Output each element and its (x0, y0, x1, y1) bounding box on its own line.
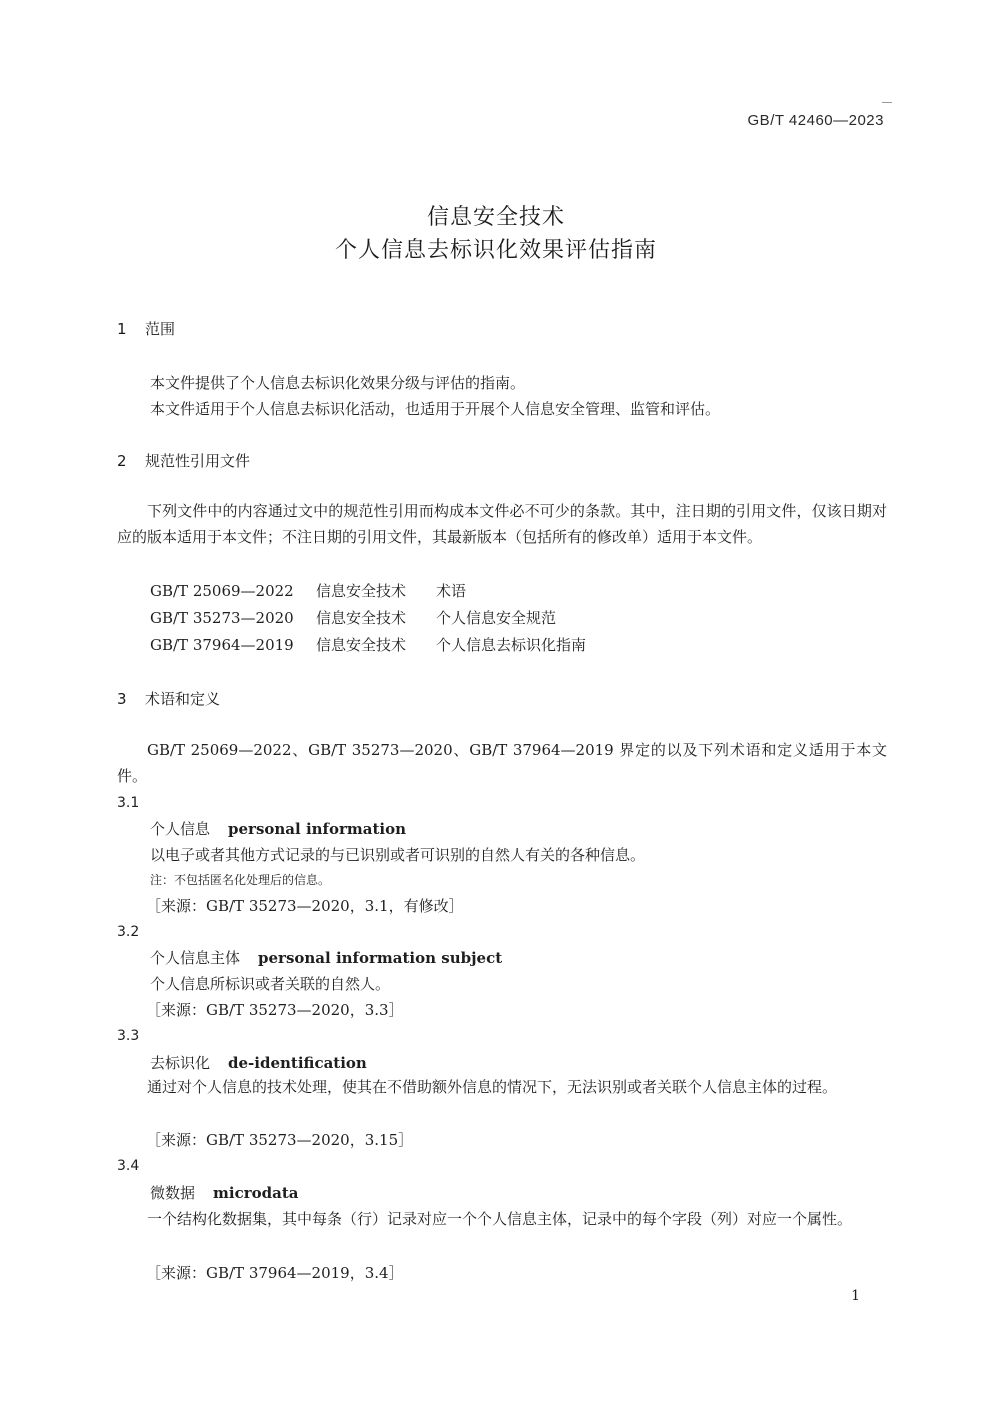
reference-title-part-b: 个人信息去标识化指南 (436, 636, 587, 654)
term-definition: 个人信息所标识或者关联的自然人。 (150, 975, 391, 993)
term-definition: 通过对个人信息的技术处理，使其在不借助额外信息的情况下，无法识别或者关联个人信息主体的过程。 (147, 1078, 838, 1096)
standard-code: GB/T 42460—2023 (747, 112, 884, 129)
term-zh: 个人信息 (150, 820, 211, 838)
reference-title-part-b: 个人信息安全规范 (436, 609, 557, 627)
term-number: 3.4 (117, 1158, 140, 1174)
reference-title-part-a: 信息安全技术 (316, 609, 407, 627)
term-heading (150, 947, 502, 968)
normative-references-intro: 下列文件中的内容通过文中的规范性引用而构成本文件必不可少的条款。其中，注日期的引用文件，仅该日期对应的版本适用于本文件；不注日期的引用文件，其最新版本（包括所有的修改单）适用于本文件。 (117, 502, 887, 546)
term-en: microdata (213, 1184, 299, 1202)
term-zh: 微数据 (150, 1184, 196, 1202)
reference-title-part-a: 信息安全技术 (316, 636, 407, 654)
reference-title-part-a: 信息安全技术 (316, 582, 407, 600)
term-definition: 以电子或者其他方式记录的与已识别或者可识别的自然人有关的各种信息。 (150, 846, 646, 864)
reference-row (150, 607, 556, 628)
term-heading (150, 1052, 367, 1073)
term-number: 3.2 (117, 924, 140, 940)
term-en: de-identification (228, 1054, 367, 1072)
reference-code: GB/T 35273—2020 (150, 609, 294, 627)
term-source: ［来源：GB/T 37964—2019，3.4］ (146, 1264, 404, 1282)
section-1-heading (117, 318, 175, 339)
section-title: 规范性引用文件 (145, 452, 251, 470)
document-title-line1: 信息安全技术 (426, 205, 565, 230)
term-zh: 个人信息主体 (150, 949, 241, 967)
term-source: ［来源：GB/T 35273—2020，3.15］ (146, 1131, 414, 1149)
section-title: 术语和定义 (145, 690, 221, 708)
term-source: ［来源：GB/T 35273—2020，3.3］ (146, 1001, 404, 1019)
section-title: 范围 (145, 320, 176, 338)
term-note: 注：不包括匿名化处理后的信息。 (150, 873, 331, 887)
reference-code: GB/T 37964—2019 (150, 636, 294, 654)
term-en: personal information (228, 820, 407, 838)
term-zh: 去标识化 (150, 1054, 211, 1072)
document-title-line2: 个人信息去标识化效果评估指南 (334, 238, 657, 263)
section-3-heading (117, 688, 220, 709)
term-number: 3.1 (117, 795, 140, 811)
term-definition: 一个结构化数据集，其中每条（行）记录对应一个个人信息主体，记录中的每个字段（列）对应一个属性。 (147, 1210, 853, 1228)
reference-title-part-b: 术语 (436, 582, 467, 600)
reference-row (150, 634, 586, 655)
section-number: 1 (117, 320, 127, 338)
term-number: 3.3 (117, 1028, 140, 1044)
terms-intro: GB/T 25069—2022、GB/T 35273—2020、GB/T 37964—2019 界定的以及下列术语和定义适用于本文件。 (117, 741, 887, 785)
header-rule (882, 102, 892, 103)
term-source: ［来源：GB/T 35273—2020，3.1，有修改］ (146, 897, 464, 915)
section-2-heading (117, 450, 250, 471)
reference-row (150, 580, 466, 601)
scope-paragraph-2: 本文件适用于个人信息去标识化活动，也适用于开展个人信息安全管理、监管和评估。 (150, 400, 721, 418)
term-en: personal information subject (258, 949, 503, 967)
section-number: 2 (117, 452, 127, 470)
term-heading (150, 1182, 298, 1203)
term-heading (150, 818, 406, 839)
scope-paragraph-1: 本文件提供了个人信息去标识化效果分级与评估的指南。 (150, 374, 526, 392)
reference-code: GB/T 25069—2022 (150, 582, 294, 600)
page-number: 1 (851, 1288, 860, 1304)
section-number: 3 (117, 690, 127, 708)
